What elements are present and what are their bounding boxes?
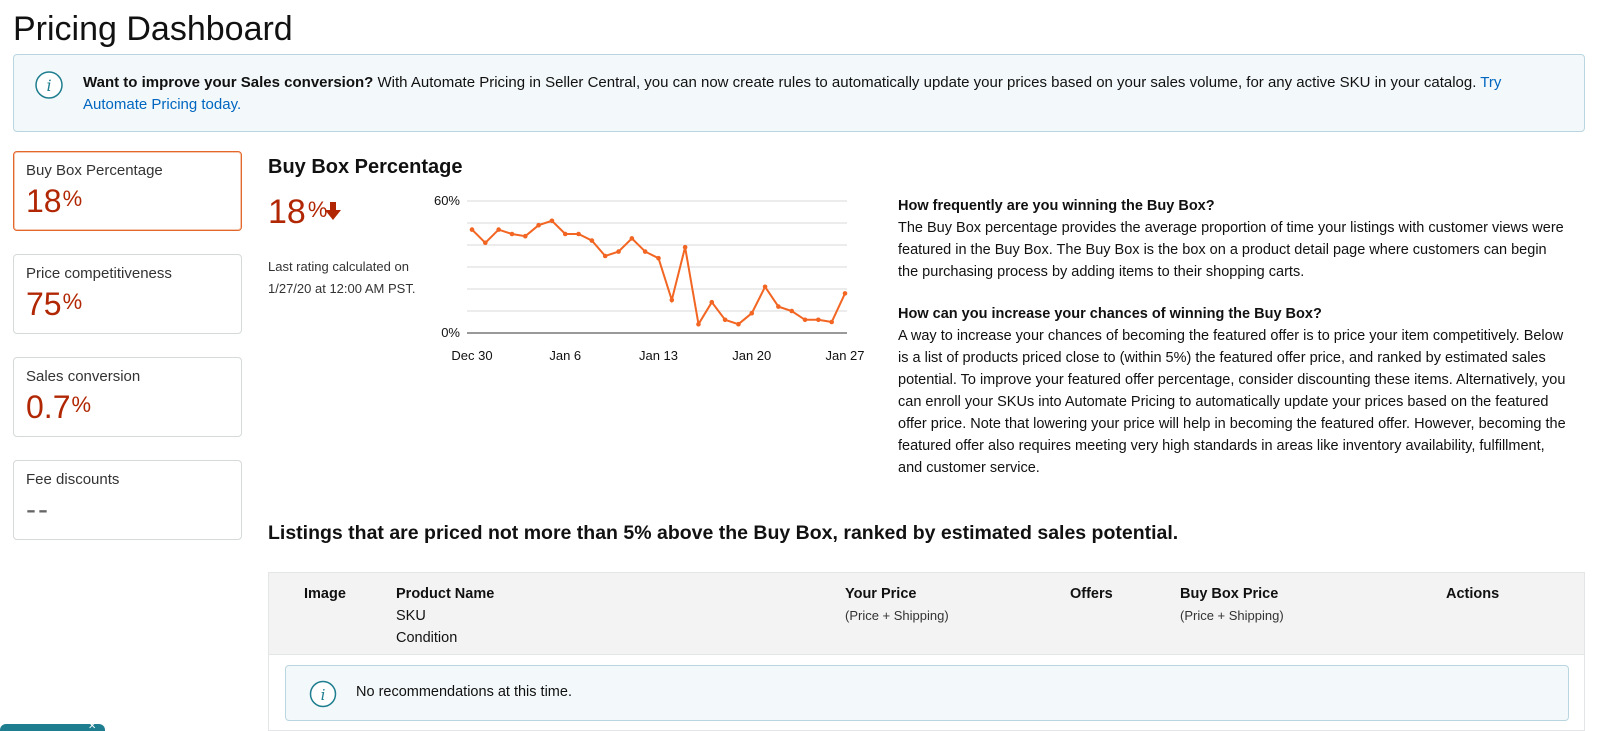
svg-text:i: i	[46, 76, 52, 95]
empty-state-message	[285, 665, 1569, 721]
metric-card-fee-discounts[interactable]	[13, 460, 242, 540]
chart-point	[670, 298, 675, 303]
try-automate-pricing-link[interactable]: Try Automate Pricing today.	[83, 74, 1502, 113]
chart-point	[563, 232, 568, 237]
chart-point	[816, 318, 821, 323]
chart-series-line	[472, 221, 845, 324]
column-image[interactable]: Image	[304, 586, 346, 602]
x-tick-label: Dec 30	[451, 348, 493, 363]
svg-text:i: i	[320, 686, 326, 704]
column-your-price[interactable]: Your Price (Price + Shipping)	[845, 586, 949, 623]
metric-card-sales-conversion[interactable]	[13, 357, 242, 437]
empty-state-text: No recommendations at this time.	[356, 684, 572, 700]
listings-table	[268, 572, 1585, 731]
metric-value: 18%	[26, 183, 83, 219]
chart-x-ticks	[451, 348, 864, 363]
banner-text	[83, 72, 1553, 116]
x-tick-label: Jan 27	[825, 348, 865, 363]
metric-card-buy-box-percentage[interactable]	[13, 151, 242, 231]
page-title: Pricing Dashboard	[13, 10, 293, 48]
chart-point	[789, 309, 794, 314]
chart-point	[696, 322, 701, 327]
metric-value: 0.7%	[26, 389, 92, 425]
y-tick-label: 60%	[433, 193, 460, 208]
chart-point	[709, 300, 714, 305]
chart-point	[470, 227, 475, 232]
faq-answer: The Buy Box percentage provides the average proportion of time your listings with customer views were featured in the Buy Box. The Buy Box is the box on a product detail page where customers can begin the purchasing process by adding items to their shopping carts.	[898, 220, 1564, 280]
info-icon	[34, 70, 64, 105]
chart-points	[470, 219, 848, 327]
buy-box-section-title: Buy Box Percentage	[268, 156, 463, 178]
chart-point	[496, 227, 501, 232]
chart-point	[776, 304, 781, 309]
x-tick-label: Jan 6	[549, 348, 582, 363]
chart-point	[843, 291, 848, 296]
faq-answer: A way to increase your chances of becoming the featured offer is to price your item competitively. Below is a list of products priced close to (within 5%) the featured offer price, and ranked by estimated sales potential. To improve your featured offer percentage, consider discounting these items. Alternatively, you can enroll your SKUs into Automate Pricing to automatically update your prices based on the featured offer price. Note that lowering your price will help in becoming the featured offer. However, becoming the featured offer also requires meeting very high standards in areas like inventory availability, fulfillment, and customer service.	[898, 328, 1566, 476]
chart-grid	[467, 201, 847, 333]
chart-point	[723, 318, 728, 323]
listings-title: Listings that are priced not more than 5% above the Buy Box, ranked by estimated sales potential.	[268, 522, 1179, 544]
chart-point	[656, 256, 661, 261]
column-product-name[interactable]: Product Name SKU Condition	[396, 586, 495, 646]
metric-label: Fee discounts	[26, 471, 120, 488]
info-banner	[13, 54, 1585, 132]
table-header	[269, 573, 1584, 655]
banner-bold-text: Want to improve your Sales conversion?	[83, 74, 374, 91]
faq-section	[898, 195, 1570, 499]
metric-value: --	[26, 493, 50, 526]
chart-point	[683, 245, 688, 250]
chart-point	[510, 232, 515, 237]
chart-point	[603, 254, 608, 259]
chart-point	[483, 241, 488, 246]
metric-label: Price competitiveness	[26, 265, 172, 282]
chart-point	[576, 232, 581, 237]
banner-body-text: With Automate Pricing in Seller Central, you can now create rules to automatically update your prices based on your sales volume, for any active SKU in your catalog.	[373, 74, 1481, 91]
metric-value: 75%	[26, 286, 83, 322]
metric-card-price-competitiveness[interactable]	[13, 254, 242, 334]
down-arrow-icon	[325, 202, 341, 225]
chart-point	[829, 320, 834, 325]
faq-question: How frequently are you winning the Buy Box?	[898, 198, 1215, 214]
buy-box-line-chart	[420, 188, 870, 368]
chart-point	[616, 249, 621, 254]
chart-point	[590, 238, 595, 243]
chart-point	[749, 311, 754, 316]
x-tick-label: Jan 20	[732, 348, 772, 363]
metric-label: Buy Box Percentage	[26, 162, 163, 179]
rating-note: Last rating calculated on 1/27/20 at 12:00 AM PST.	[268, 259, 416, 296]
column-offers[interactable]: Offers	[1070, 586, 1113, 602]
chart-point	[536, 223, 541, 228]
chart-point	[630, 236, 635, 241]
column-buy-box-price[interactable]: Buy Box Price (Price + Shipping)	[1180, 586, 1284, 623]
column-actions: Actions	[1446, 586, 1500, 602]
metric-label: Sales conversion	[26, 368, 141, 385]
chart-point	[803, 318, 808, 323]
x-tick-label: Jan 13	[638, 348, 679, 363]
chart-point	[763, 285, 768, 290]
chart-point	[523, 234, 528, 239]
chart-point	[550, 219, 555, 224]
y-tick-label: 0%	[441, 325, 460, 340]
close-icon[interactable]: ✕	[88, 721, 97, 731]
chart-y-ticks	[434, 193, 460, 340]
buy-box-value: 18%	[268, 193, 328, 231]
chart-point	[736, 322, 741, 327]
chart-point	[643, 249, 648, 254]
faq-question: How can you increase your chances of winning the Buy Box?	[898, 306, 1322, 322]
info-icon	[309, 680, 337, 713]
